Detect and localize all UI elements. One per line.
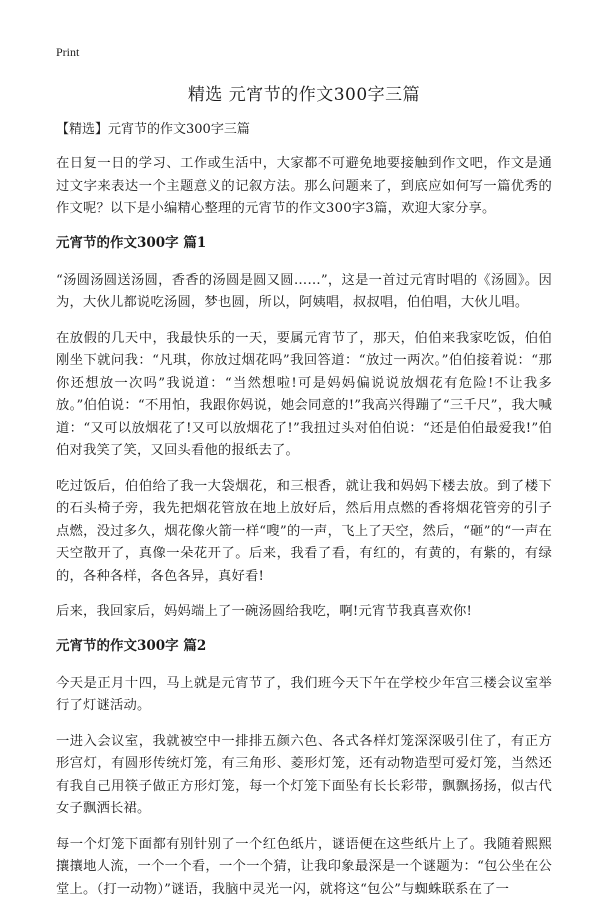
document-body [56, 121, 552, 914]
intro-paragraph: 在日复一日的学习、工作或生活中，大家都不可避免地要接触到作文吧，作文是通过文字来表达一个主题意义的记叙方法。那么问题来了，到底应如何写一篇优秀的作文呢？以下是小编精心整理的元宵节的作文300字3篇，欢迎大家分享。 [56, 156, 552, 216]
section-2-paragraph-1: 今天是正月十四，马上就是元宵节了，我们班今天下午在学校少年宫三楼会议室举行了灯谜活动。 [56, 675, 552, 713]
section-1-paragraph-2: 在放假的几天中，我最快乐的一天，要属元宵节了，那天，伯伯来我家吃饭，伯伯刚坐下就问我：“凡琪，你放过烟花吗”我回答道：“放过一两次。”伯伯接着说：“那你还想放一次吗”我说道：“当然想啦!可是妈妈偏说说放烟花有危险!不让我多放。”伯伯说：“不用怕，我跟你妈说，她会同意的!”我高兴得蹦了“三千尺”，我大喊道：“又可以放烟花了!又可以放烟花了!”我扭过头对伯伯说：“还是伯伯最爱我!”伯伯对我笑了笑，又回头看他的报纸去了。 [56, 330, 552, 458]
section-heading-2: 元宵节的作文300字 篇2 [56, 637, 207, 654]
document-page [56, 0, 552, 897]
section-2-paragraph-2: 一进入会议室，我就被空中一排排五颜六色、各式各样灯笼深深吸引住了，有正方形宫灯，有圆形传统灯笼，有三角形、菱形灯笼，还有动物造型可爱灯笼，当然还有我自己用筷子做正方形灯笼，每一个灯笼下面坠有长长彩带，飘飘扬扬，似古代女子飘洒长裙。 [56, 733, 552, 816]
page-title: 精选 元宵节的作文300字三篇 [187, 85, 421, 105]
section-heading-1: 元宵节的作文300字 篇1 [56, 234, 207, 251]
document-subtitle: 【精选】元宵节的作文300字三篇 [56, 122, 250, 137]
section-2-paragraph-3: 每一个灯笼下面都有别针别了一个红色纸片，谜语便在这些纸片上了。我随着熙熙攘攘地人流，一个一个看，一个一个猜，让我印象最深是一个谜题为：“包公坐在公堂上。（打一动物）”谜语，我脑中灵光一闪，就将这“包公”与蜘蛛联系在了一 [56, 836, 552, 897]
section-1-paragraph-1: “汤圆汤圆送汤圆，香香的汤圆是圆又圆……”，这是一首过元宵时唱的《汤圆》。因为，大伙儿都说吃汤圆，梦也圆，所以，阿姨唱，叔叔唱，伯伯唱，大伙儿唱。 [56, 272, 552, 310]
section-1-paragraph-4: 后来，我回家后，妈妈端上了一碗汤圆给我吃，啊!元宵节我真喜欢你! [56, 604, 472, 619]
section-1-paragraph-3: 吃过饭后，伯伯给了我一大袋烟花，和三根香，就让我和妈妈下楼去放。到了楼下的石头椅子旁，我先把烟花管放在地上放好后，然后用点燃的香将烟花管旁的引子点燃，没过多久，烟花像火箭一样“嗖”的一声，飞上了天空，然后，“砸”的“一声在天空散开了，真像一朵花开了。后来，我看了看，有红的，有黄的，有紫的，有绿的，各种各样，各色各异，真好看! [56, 478, 552, 584]
print-label: Print [56, 45, 80, 59]
